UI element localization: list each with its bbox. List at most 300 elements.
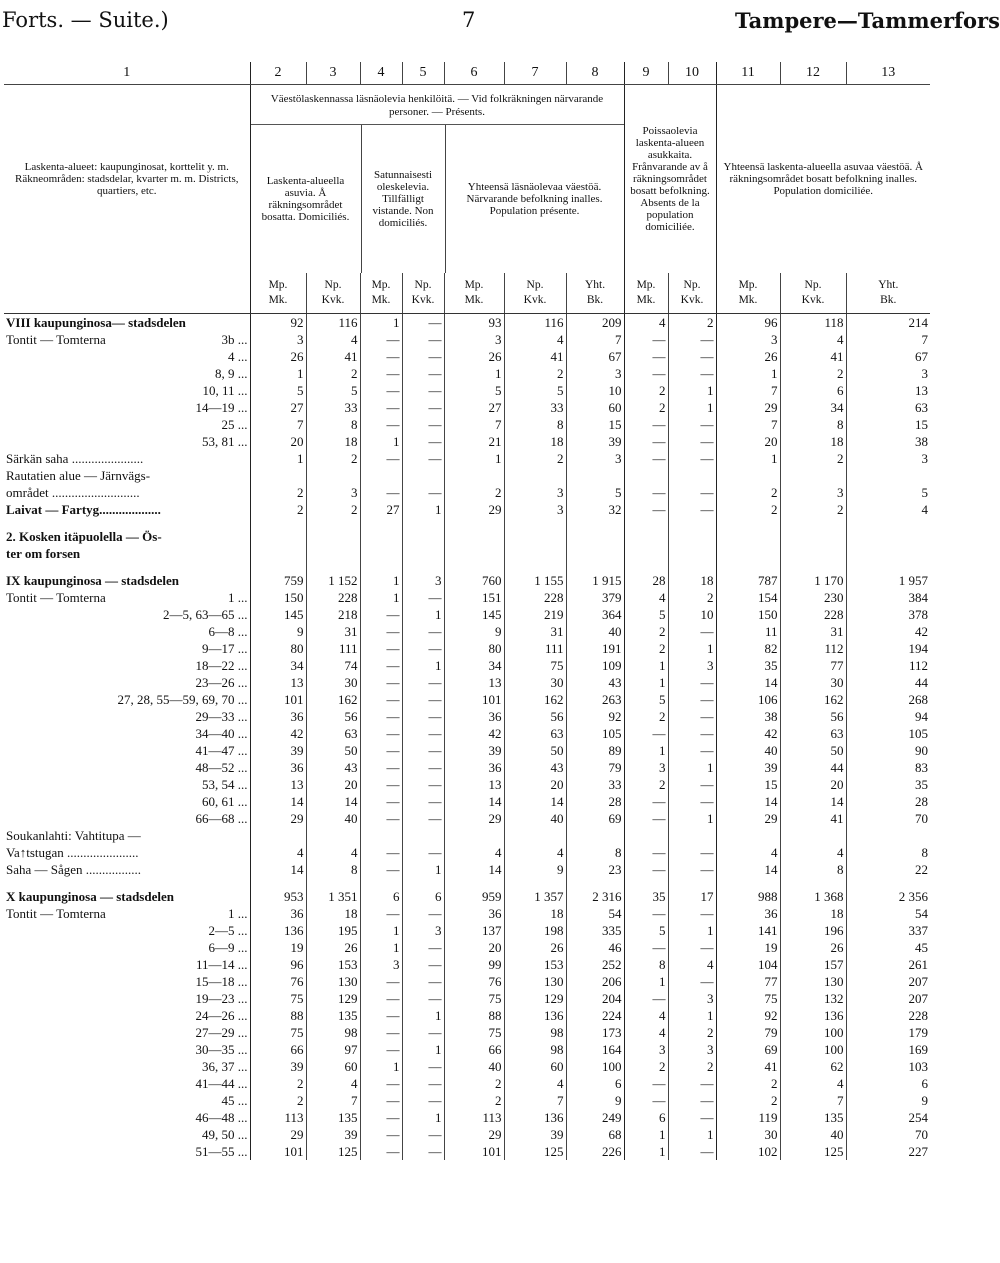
- cell-value: —: [402, 484, 444, 501]
- cell-value: —: [668, 365, 716, 382]
- cell-value: [668, 467, 716, 484]
- cell-value: —: [360, 1092, 402, 1109]
- cell-value: 125: [306, 1143, 360, 1160]
- cell-value: 1: [668, 382, 716, 399]
- cell-value: —: [668, 725, 716, 742]
- plot-numbers: 10, 11 ...: [202, 383, 248, 398]
- cell-value: [250, 545, 306, 562]
- cell-value: 130: [780, 973, 846, 990]
- cell-value: 43: [566, 674, 624, 691]
- cell-value: —: [624, 793, 668, 810]
- cell-value: —: [668, 844, 716, 861]
- cell-value: 75: [250, 1024, 306, 1041]
- cell-value: 111: [504, 640, 566, 657]
- cell-value: 8: [624, 956, 668, 973]
- cell-value: 254: [846, 1109, 930, 1126]
- cell-value: 33: [306, 399, 360, 416]
- cell-value: [716, 545, 780, 562]
- cell-value: 263: [566, 691, 624, 708]
- cell-value: 5: [624, 606, 668, 623]
- cell-value: —: [668, 331, 716, 348]
- unit-label: Mp. Mk.: [624, 273, 668, 314]
- cell-value: 2 316: [566, 888, 624, 905]
- cell-value: 60: [504, 1058, 566, 1075]
- cell-value: 112: [846, 657, 930, 674]
- cell-value: 8: [846, 844, 930, 861]
- cell-value: —: [402, 399, 444, 416]
- table-row: [4, 623, 930, 640]
- cell-value: 76: [250, 973, 306, 990]
- cell-value: —: [360, 1126, 402, 1143]
- cell-value: 1: [402, 657, 444, 674]
- cell-value: —: [360, 1109, 402, 1126]
- plot-numbers: 3b ...: [221, 332, 248, 347]
- cell-value: 41: [780, 810, 846, 827]
- row-label: Tontit — Tomterna: [6, 906, 106, 921]
- cell-value: 106: [716, 691, 780, 708]
- cell-value: 9: [566, 1092, 624, 1109]
- cell-value: 145: [250, 606, 306, 623]
- cell-value: [360, 467, 402, 484]
- cell-value: 29: [444, 810, 504, 827]
- cell-value: —: [402, 1075, 444, 1092]
- plot-numbers: 27, 28, 55—59, 69, 70 ...: [117, 692, 248, 707]
- cell-value: 5: [566, 484, 624, 501]
- cell-value: [444, 545, 504, 562]
- row-label: Saha — Sågen .................: [6, 862, 142, 877]
- cell-value: 19: [716, 939, 780, 956]
- section-heading-row: [4, 545, 930, 562]
- cell-value: 100: [780, 1041, 846, 1058]
- colnum: 2: [250, 62, 306, 85]
- cell-value: 4: [306, 331, 360, 348]
- cell-value: 4: [780, 1075, 846, 1092]
- table-row: [4, 331, 930, 348]
- cell-value: 10: [566, 382, 624, 399]
- unit-label: Mp. Mk.: [250, 273, 306, 314]
- unit-label: Np. Kvk.: [780, 273, 846, 314]
- cell-value: 75: [504, 657, 566, 674]
- cell-value: 30: [306, 674, 360, 691]
- cell-value: 70: [846, 810, 930, 827]
- cell-value: [360, 528, 402, 545]
- unit-label: Np. Kvk.: [504, 273, 566, 314]
- row-label: Rautatien alue — Järnvägs-: [6, 468, 151, 483]
- cell-value: 125: [780, 1143, 846, 1160]
- cell-value: —: [668, 905, 716, 922]
- plot-numbers: 19—23 ...: [195, 991, 248, 1006]
- cell-value: 40: [716, 742, 780, 759]
- cell-value: 92: [566, 708, 624, 725]
- district-total-row: [4, 314, 930, 332]
- cell-value: —: [624, 905, 668, 922]
- cell-value: 378: [846, 606, 930, 623]
- cell-value: 82: [716, 640, 780, 657]
- cell-value: 93: [444, 314, 504, 332]
- cell-value: —: [360, 844, 402, 861]
- cell-value: —: [360, 484, 402, 501]
- cell-value: [624, 827, 668, 844]
- cell-value: 1: [402, 606, 444, 623]
- cell-value: 23: [566, 861, 624, 878]
- cell-value: —: [402, 725, 444, 742]
- cell-value: 10: [668, 606, 716, 623]
- cell-value: 9: [846, 1092, 930, 1109]
- cell-value: 18: [504, 433, 566, 450]
- cell-value: 2: [504, 365, 566, 382]
- cell-value: 92: [250, 314, 306, 332]
- cell-value: 130: [504, 973, 566, 990]
- plot-numbers: 66—68 ...: [195, 811, 248, 826]
- cell-value: 41: [780, 348, 846, 365]
- cell-value: —: [402, 939, 444, 956]
- cell-value: [360, 545, 402, 562]
- non-domiciled-header: Satunnaisesti oleskelevia. Tillfälligt vistande. Non domiciliés.: [361, 125, 445, 273]
- cell-value: 6: [780, 382, 846, 399]
- statistics-table: [4, 62, 930, 1160]
- cell-value: —: [360, 382, 402, 399]
- table-row: [4, 810, 930, 827]
- cell-value: —: [360, 708, 402, 725]
- cell-value: —: [624, 416, 668, 433]
- cell-value: [780, 467, 846, 484]
- table-row: [4, 905, 930, 922]
- plot-numbers: 41—44 ...: [195, 1076, 248, 1091]
- table-row: [4, 776, 930, 793]
- cell-value: —: [668, 1109, 716, 1126]
- plot-numbers: 34—40 ...: [195, 726, 248, 741]
- row-label: VIII kaupunginosa— stadsdelen: [6, 315, 186, 330]
- cell-value: 18: [780, 433, 846, 450]
- cell-value: 228: [780, 606, 846, 623]
- cell-value: 90: [846, 742, 930, 759]
- cell-value: 2: [444, 1075, 504, 1092]
- cell-value: 3: [716, 331, 780, 348]
- cell-value: 77: [716, 973, 780, 990]
- cell-value: 1: [402, 861, 444, 878]
- spacer-row: [4, 562, 930, 572]
- cell-value: 1: [360, 572, 402, 589]
- cell-value: 1: [668, 810, 716, 827]
- plot-numbers: 27—29 ...: [195, 1025, 248, 1040]
- domiciled-header: Laskenta-alueella asuvia. Å räkningsområdet bosatta. Domiciliés.: [261, 175, 350, 223]
- cell-value: 145: [444, 606, 504, 623]
- cell-value: 39: [250, 1058, 306, 1075]
- cell-value: 209: [566, 314, 624, 332]
- cell-value: 54: [846, 905, 930, 922]
- cell-value: 42: [716, 725, 780, 742]
- cell-value: 4: [444, 844, 504, 861]
- cell-value: —: [668, 793, 716, 810]
- cell-value: 136: [250, 922, 306, 939]
- cell-value: 218: [306, 606, 360, 623]
- district-total-row: [4, 888, 930, 905]
- cell-value: 20: [250, 433, 306, 450]
- cell-value: 1: [668, 1126, 716, 1143]
- cell-value: 14: [504, 793, 566, 810]
- cell-value: 27: [360, 501, 402, 518]
- cell-value: 1: [360, 433, 402, 450]
- cell-value: [250, 827, 306, 844]
- cell-value: —: [402, 348, 444, 365]
- cell-value: 4: [504, 331, 566, 348]
- cell-value: 36: [250, 708, 306, 725]
- cell-value: 3: [846, 450, 930, 467]
- plot-numbers: 60, 61 ...: [202, 794, 248, 809]
- cell-value: 1 368: [780, 888, 846, 905]
- cell-value: [360, 827, 402, 844]
- table-row: [4, 1007, 930, 1024]
- cell-value: 228: [846, 1007, 930, 1024]
- table-row: [4, 399, 930, 416]
- plot-numbers: 29—33 ...: [195, 709, 248, 724]
- cell-value: —: [402, 990, 444, 1007]
- cell-value: 2: [504, 450, 566, 467]
- cell-value: 153: [504, 956, 566, 973]
- cell-value: 113: [444, 1109, 504, 1126]
- table-row: [4, 691, 930, 708]
- cell-value: —: [402, 708, 444, 725]
- cell-value: —: [402, 382, 444, 399]
- cell-value: 26: [250, 348, 306, 365]
- plot-numbers: 9—17 ...: [202, 641, 248, 656]
- cell-value: 67: [846, 348, 930, 365]
- cell-value: 135: [780, 1109, 846, 1126]
- cell-value: 224: [566, 1007, 624, 1024]
- cell-value: 34: [444, 657, 504, 674]
- cell-value: 135: [306, 1007, 360, 1024]
- cell-value: 2: [624, 623, 668, 640]
- cell-value: —: [624, 433, 668, 450]
- cell-value: —: [360, 725, 402, 742]
- cell-value: —: [668, 1075, 716, 1092]
- cell-value: 56: [306, 708, 360, 725]
- cell-value: —: [402, 1058, 444, 1075]
- cell-value: 953: [250, 888, 306, 905]
- cell-value: 103: [846, 1058, 930, 1075]
- cell-value: 9: [444, 623, 504, 640]
- cell-value: —: [360, 1024, 402, 1041]
- cell-value: 99: [444, 956, 504, 973]
- cell-value: 98: [306, 1024, 360, 1041]
- plot-numbers: 11—14 ...: [195, 957, 248, 972]
- cell-value: 2: [716, 484, 780, 501]
- cell-value: 29: [250, 810, 306, 827]
- present-population-group: [250, 85, 624, 274]
- cell-value: 35: [716, 657, 780, 674]
- cell-value: —: [402, 810, 444, 827]
- cell-value: 56: [504, 708, 566, 725]
- cell-value: 42: [444, 725, 504, 742]
- unit-label: Np. Kvk.: [668, 273, 716, 314]
- cell-value: 76: [444, 973, 504, 990]
- cell-value: 2: [780, 365, 846, 382]
- cell-value: 6: [360, 888, 402, 905]
- cell-value: 104: [716, 956, 780, 973]
- cell-value: 34: [250, 657, 306, 674]
- cell-value: 6: [402, 888, 444, 905]
- cell-value: —: [668, 742, 716, 759]
- district-total-row: [4, 572, 930, 589]
- row-label: ter om forsen: [6, 546, 81, 561]
- cell-value: 3: [668, 1041, 716, 1058]
- cell-value: 1: [402, 1109, 444, 1126]
- cell-value: 1: [402, 1007, 444, 1024]
- colnum: 5: [402, 62, 444, 85]
- cell-value: 129: [504, 990, 566, 1007]
- cell-value: 83: [846, 759, 930, 776]
- cell-value: 3: [306, 484, 360, 501]
- unit-label: Mp. Mk.: [716, 273, 780, 314]
- cell-value: —: [624, 348, 668, 365]
- cell-value: [846, 528, 930, 545]
- cell-value: 26: [504, 939, 566, 956]
- table-row: [4, 956, 930, 973]
- cell-value: 38: [716, 708, 780, 725]
- cell-value: 27: [250, 399, 306, 416]
- cell-value: 1: [716, 365, 780, 382]
- cell-value: 36: [250, 905, 306, 922]
- cell-value: [444, 528, 504, 545]
- table-row: [4, 674, 930, 691]
- cell-value: 1: [668, 759, 716, 776]
- cell-value: 75: [444, 1024, 504, 1041]
- cell-value: 101: [250, 1143, 306, 1160]
- plot-numbers: 48—52 ...: [195, 760, 248, 775]
- cell-value: 2: [716, 1092, 780, 1109]
- cell-value: 94: [846, 708, 930, 725]
- cell-value: 7: [566, 331, 624, 348]
- cell-value: 1: [716, 450, 780, 467]
- cell-value: 7: [444, 416, 504, 433]
- cell-value: 1: [668, 399, 716, 416]
- cell-value: —: [624, 725, 668, 742]
- cell-value: —: [402, 450, 444, 467]
- cell-value: —: [360, 1041, 402, 1058]
- colnum: 6: [444, 62, 504, 85]
- cell-value: —: [624, 844, 668, 861]
- plot-numbers: 2—5, 63—65 ...: [163, 607, 248, 622]
- cell-value: 1: [360, 314, 402, 332]
- plot-numbers: 4 ...: [228, 349, 248, 364]
- plot-numbers: 2—5 ...: [208, 923, 248, 938]
- cell-value: 20: [444, 939, 504, 956]
- row-label: Laivat — Fartyg...................: [6, 502, 161, 517]
- plot-numbers: 53, 54 ...: [202, 777, 248, 792]
- cell-value: 4: [668, 956, 716, 973]
- cell-value: 116: [504, 314, 566, 332]
- table-row: [4, 759, 930, 776]
- table-row: [4, 365, 930, 382]
- cell-value: 760: [444, 572, 504, 589]
- cell-value: 22: [846, 861, 930, 878]
- cell-value: [846, 545, 930, 562]
- cell-value: 4: [624, 589, 668, 606]
- cell-value: 8: [780, 416, 846, 433]
- cell-value: 179: [846, 1024, 930, 1041]
- cell-value: 62: [780, 1058, 846, 1075]
- cell-value: 4: [624, 314, 668, 332]
- cell-value: 66: [444, 1041, 504, 1058]
- cell-value: —: [402, 1024, 444, 1041]
- plot-numbers: 6—8 ...: [208, 624, 248, 639]
- cell-value: 11: [716, 623, 780, 640]
- cell-value: 1: [668, 640, 716, 657]
- cell-value: 129: [306, 990, 360, 1007]
- cell-value: [624, 545, 668, 562]
- cell-value: 2: [444, 484, 504, 501]
- cell-value: —: [624, 861, 668, 878]
- cell-value: 3: [360, 956, 402, 973]
- cell-value: 36: [250, 759, 306, 776]
- cell-value: 4: [250, 844, 306, 861]
- row-label: Tontit — Tomterna: [6, 590, 106, 605]
- cell-value: [566, 528, 624, 545]
- plot-numbers: 8, 9 ...: [215, 366, 248, 381]
- cell-value: 41: [716, 1058, 780, 1075]
- cell-value: 8: [504, 416, 566, 433]
- cell-value: [306, 528, 360, 545]
- cell-value: 5: [306, 382, 360, 399]
- cell-value: —: [402, 776, 444, 793]
- cell-value: 136: [780, 1007, 846, 1024]
- cell-value: 15: [716, 776, 780, 793]
- cell-value: 1: [624, 1126, 668, 1143]
- cell-value: 79: [716, 1024, 780, 1041]
- table-row: [4, 844, 930, 861]
- unit-label: Yht. Bk.: [566, 273, 624, 314]
- cell-value: 1: [402, 501, 444, 518]
- cell-value: —: [668, 433, 716, 450]
- cell-value: —: [360, 640, 402, 657]
- cell-value: —: [360, 399, 402, 416]
- plot-numbers: 1 ...: [228, 906, 248, 921]
- domiciled-total-header: Yhteensä laskenta-alueella asuvaa väestöä. Å räkningsområdet bosatt befolkning inalles. Population domiciliée.: [716, 85, 930, 274]
- cell-value: [668, 528, 716, 545]
- cell-value: —: [360, 691, 402, 708]
- cell-value: —: [624, 365, 668, 382]
- unit-label: Np. Kvk.: [402, 273, 444, 314]
- colnum: 9: [624, 62, 668, 85]
- cell-value: 1 915: [566, 572, 624, 589]
- cell-value: 67: [566, 348, 624, 365]
- cell-value: 14: [250, 861, 306, 878]
- unit-label: Mp. Mk.: [444, 273, 504, 314]
- row-label: 2. Kosken itäpuolella — Ös-: [6, 529, 162, 544]
- cell-value: 164: [566, 1041, 624, 1058]
- cell-value: 40: [306, 810, 360, 827]
- colnum: 10: [668, 62, 716, 85]
- cell-value: 28: [624, 572, 668, 589]
- cell-value: 3: [504, 501, 566, 518]
- table-row: [4, 1109, 930, 1126]
- cell-value: [444, 467, 504, 484]
- cell-value: —: [668, 1143, 716, 1160]
- cell-value: [504, 467, 566, 484]
- cell-value: 2: [668, 1058, 716, 1075]
- cell-value: 8: [566, 844, 624, 861]
- cell-value: 2: [306, 365, 360, 382]
- cell-value: 29: [716, 810, 780, 827]
- cell-value: 56: [780, 708, 846, 725]
- cell-value: 228: [504, 589, 566, 606]
- cell-value: 8: [306, 416, 360, 433]
- colnum: 12: [780, 62, 846, 85]
- cell-value: [504, 827, 566, 844]
- cell-value: 14: [780, 793, 846, 810]
- cell-value: 109: [566, 657, 624, 674]
- cell-value: 7: [846, 331, 930, 348]
